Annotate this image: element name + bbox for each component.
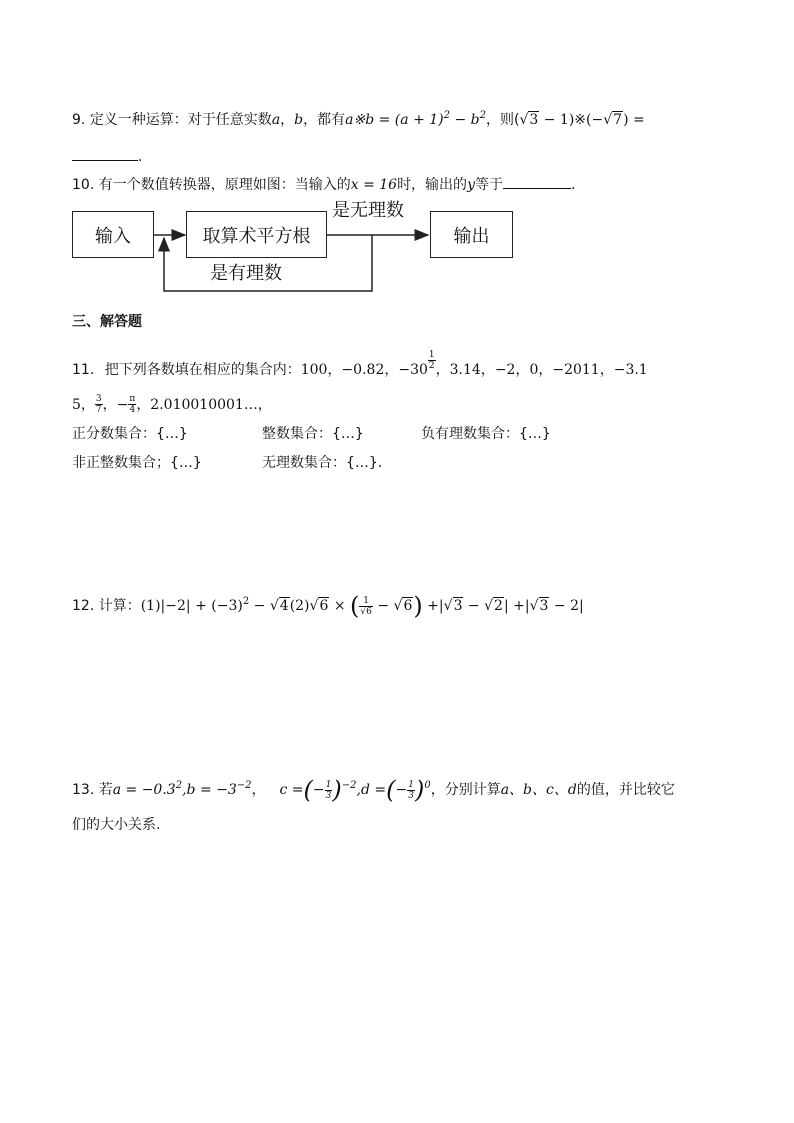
flowchart-output-box (430, 211, 513, 258)
q10-period: . (570, 177, 576, 193)
q13-definitions: $a = -0.3^2,b = -3^{-2}$ (112, 780, 252, 798)
q12-text: 计算： (98, 598, 141, 614)
q9-var-b: b (294, 112, 304, 128)
q13-line2: 们的大小关系. (72, 817, 161, 833)
q10-text3: 等于 (474, 177, 503, 193)
q10-text: 有一个数值转换器，原理如图：当输入的 (98, 177, 351, 193)
q11-set-int: 整数集合：{…} (262, 426, 364, 442)
q13-number: 13. (72, 782, 95, 798)
q9-text: 定义一种运算：对于任意实数 (89, 112, 272, 128)
flowchart-input-label: 输入 (95, 225, 131, 247)
flowchart-rational-label: 是有理数 (210, 263, 282, 284)
q13-text: 若 (98, 782, 113, 798)
q9-expr: √3 − 1)※(−√7) = (519, 112, 645, 128)
q13-cd-definitions: c =(− $\frac{1}{3}$ )$^{-2}$,d =(− $\frac{1}{3}$ )$^0$ (279, 776, 431, 804)
q11-text: 把下列各数填在相应的集合内： (104, 362, 301, 378)
q11-line1 (72, 350, 648, 380)
q13-vars: a、b、c、d (500, 782, 577, 798)
q10-condition: x = 16 (350, 177, 398, 193)
q9-var-a: a (271, 112, 281, 128)
section-heading: 三、解答题 (72, 314, 142, 330)
q11-set-pos-frac: 正分数集合：{…} (72, 426, 188, 442)
q11-set-neg-rational: 负有理数集合：{…} (421, 426, 551, 442)
q13-text3: 的值，并比较它 (576, 782, 675, 798)
flowchart-input-box (72, 211, 154, 258)
q12-number: 12. (72, 598, 95, 614)
q10-text2: 时，输出的 (397, 177, 468, 193)
flowchart-process-label: 取算术平方根 (202, 225, 311, 247)
q11-set-nonpos-int: 非正整数集合；{…} (72, 455, 202, 471)
q11-numbers-cont: 5， $\frac{3}{7}$ ，− $\frac{\pi}{4}$ ，2.010010001…， (72, 394, 272, 415)
q9-formula: a※b = $(a + 1)^2 - b^2$ (345, 110, 486, 128)
flowchart-output-label: 输出 (453, 225, 490, 247)
q11-set-irrational: 无理数集合：{…}. (262, 455, 383, 471)
q9-period: . (138, 149, 143, 165)
q9-text3: ，则( (485, 112, 520, 128)
q9-comma: ， (280, 112, 295, 128)
q13-text2: ，分别计算 (430, 782, 501, 798)
flowchart-process-box (186, 211, 327, 258)
q9-text2: ，都有 (303, 112, 346, 128)
q11-line2 (72, 394, 272, 415)
q10-number: 10. (72, 177, 95, 193)
q10-var-y: y (467, 177, 475, 193)
q11-numbers: 100，−0.82，−30 $\frac{1}{2}$ ，3.14，−2，0，−2011，−3.1 (300, 350, 648, 378)
q12-line (72, 592, 584, 620)
q9-number: 9. (72, 112, 86, 128)
q13-line1 (72, 776, 675, 804)
flowchart-irrational-label: 是无理数 (332, 200, 404, 221)
q13-comma: ， (251, 782, 266, 798)
q11-number: 11. (72, 362, 95, 378)
q12-expression: $(1)|-2| + (-3)^2 - √4(2)√6$ × ( $\frac{1}{√6}$ − √6) +|√3 − √2| +|√3 − 2| (140, 592, 584, 620)
